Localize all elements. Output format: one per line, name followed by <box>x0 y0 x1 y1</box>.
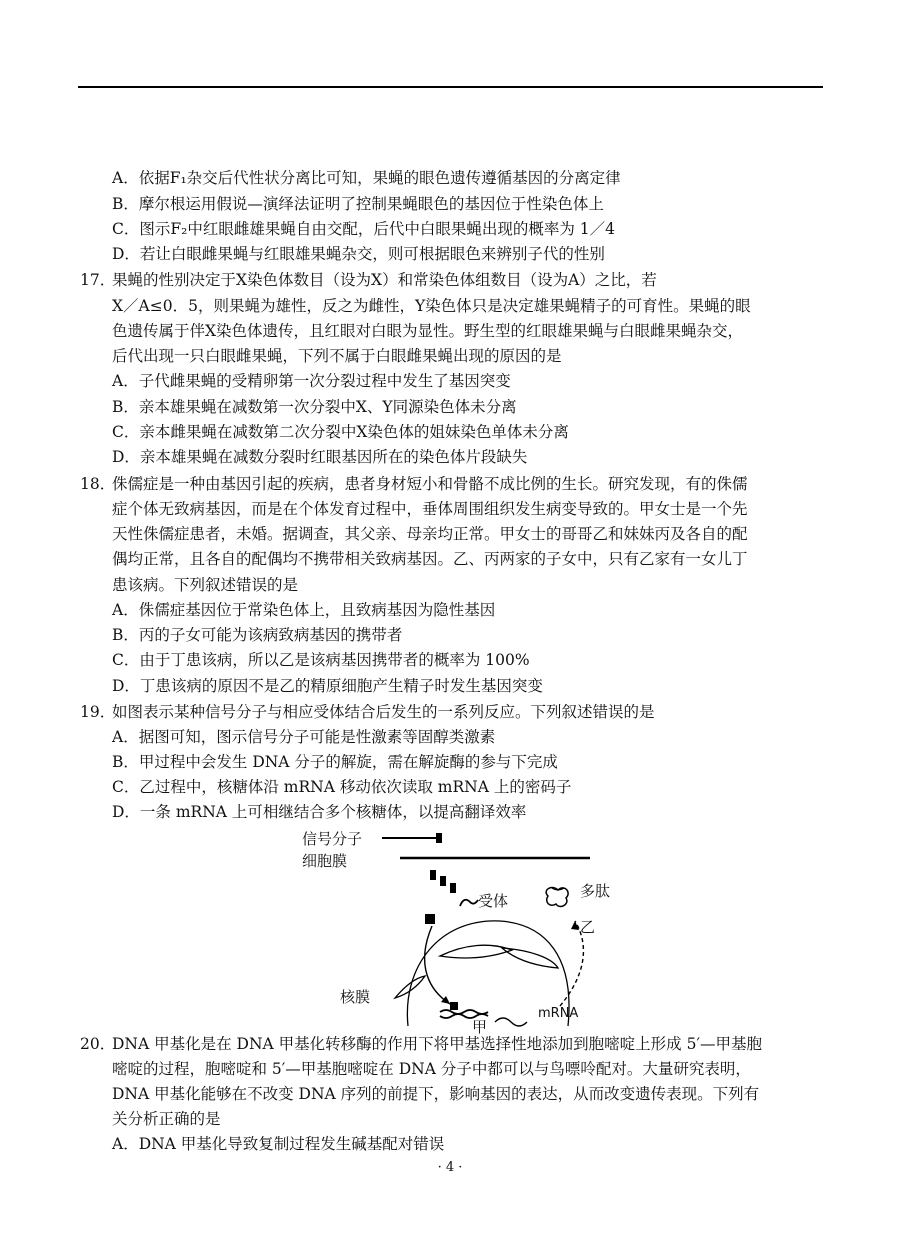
q18-option-b: B．丙的子女可能为该病致病基因的携带者 <box>112 626 403 644</box>
yi-label: 乙 <box>580 918 596 936</box>
q17-option-c: C．亲本雌果蝇在减数第二次分裂中X染色体的姐妹染色单体未分离 <box>112 423 569 441</box>
mrna-label: mRNA <box>538 1006 579 1021</box>
q17-stem-line4: 后代出现一只白眼雌果蝇，下列不属于白眼雌果蝇出现的原因的是 <box>112 347 562 365</box>
polypeptide-label: 多肽 <box>580 882 611 900</box>
q19-option-a: A．据图可知，图示信号分子可能是性激素等固醇类激素 <box>112 728 496 746</box>
q20-option-a: A．DNA 甲基化导致复制过程发生碱基配对错误 <box>112 1135 445 1153</box>
nuclear-membrane-left <box>440 945 512 958</box>
q17-number: 17． <box>80 271 116 289</box>
q18-option-d: D．丁患该病的原因不是乙的精原细胞产生精子时发生基因突变 <box>112 677 543 695</box>
nuclear-membrane-label: 核膜 <box>340 988 371 1006</box>
q18-option-a: A．侏儒症基因位于常染色体上，且致病基因为隐性基因 <box>112 601 496 619</box>
signal-in-cell-1 <box>430 870 436 880</box>
q19-option-c: C．乙过程中，核糖体沿 mRNA 移动依次读取 mRNA 上的密码子 <box>112 778 572 796</box>
dna-binding-mark <box>450 1002 458 1010</box>
q18-stem-line5: 患该病。下列叙述错误的是 <box>112 576 299 594</box>
page-number: · 4 · <box>437 1160 463 1175</box>
q17-option-d: D．亲本雄果蝇在减数分裂时红眼基因所在的染色体片段缺失 <box>112 448 528 466</box>
q20-stem-line4: 关分析正确的是 <box>112 1110 221 1128</box>
q20-number: 20． <box>80 1035 116 1053</box>
cell-membrane-label: 细胞膜 <box>302 852 348 870</box>
signal-molecule-label: 信号分子 <box>302 830 363 848</box>
q18-stem-line4: 偶均正常，且各自的配偶均不携带相关致病基因。乙、丙两家的子女中，只有乙家有一女儿丁 <box>112 550 748 568</box>
receptor-shape <box>460 900 478 906</box>
q16-option-d: D．若让白眼雌果蝇与红眼雄果蝇杂交，则可根据眼色来辨别子代的性别 <box>112 245 605 263</box>
mrna-strand <box>495 1018 527 1026</box>
q18-number: 18． <box>80 475 116 493</box>
signal-pathway-figure <box>290 826 620 1036</box>
q20-stem-line3: DNA 甲基化能够在不改变 DNA 序列的前提下，影响基因的表达，从而改变遗传表现。下列有 <box>112 1085 760 1103</box>
jia-label: 甲 <box>472 1018 488 1036</box>
q19-stem-line1: 如图表示某种信号分子与相应受体结合后发生的一系列反应。下列叙述错误的是 <box>112 703 655 721</box>
q18-option-c: C．由于丁患该病，所以乙是该病基因携带者的概率为 100% <box>112 651 530 669</box>
signal-in-cell-2 <box>440 876 446 886</box>
q20-stem-line1: DNA 甲基化是在 DNA 甲基化转移酶的作用下将甲基选择性地添加到胞嘧啶上形成 5′—甲基胞 <box>112 1035 762 1053</box>
q18-stem-line1: 侏儒症是一种由基因引起的疾病，患者身材短小和骨骼不成比例的生长。研究发现，有的侏儒 <box>112 475 748 493</box>
q16-option-b: B．摩尔根运用假说—演绎法证明了控制果蝇眼色的基因位于性染色体上 <box>112 195 604 213</box>
q17-stem-line2: X／A≤0．5，则果蝇为雄性，反之为雌性，Y染色体只是决定雄果蝇精子的可育性。果蝇的眼 <box>112 297 751 315</box>
q18-stem-line2: 症个体无致病基因，而是在个体发育过程中，垂体周围组织发生病变导致的。甲女士是一个先 <box>112 500 748 518</box>
q19-number: 19． <box>80 703 116 721</box>
q16-option-c: C．图示F₂中红眼雌雄果蝇自由交配，后代中白眼果蝇出现的概率为 1／4 <box>112 220 615 238</box>
signal-in-cell-3 <box>450 883 456 893</box>
q19-option-b: B．甲过程中会发生 DNA 分子的解旋，需在解旋酶的参与下完成 <box>112 753 558 771</box>
q17-stem-line3: 色遗传属于伴X染色体遗传，且红眼对白眼为显性。野生型的红眼雄果蝇与白眼雌果蝇杂交， <box>112 322 744 340</box>
path-arrow <box>425 926 450 1004</box>
complex-mark <box>425 914 435 924</box>
signal-molecule-mark <box>436 833 442 843</box>
q18-stem-line3: 天性侏儒症患者，未婚。据调查，其父亲、母亲均正常。甲女士的哥哥乙和妹妹丙及各自的配 <box>112 525 748 543</box>
q20-stem-line2: 嘧啶的过程，胞嘧啶和 5′—甲基胞嘧啶在 DNA 分子中都可以与鸟嘌呤配对。大量研究表明， <box>112 1060 751 1078</box>
q17-option-a: A．子代雌果蝇的受精卵第一次分裂过程中发生了基因突变 <box>112 372 511 390</box>
path-arrowhead <box>441 996 450 1004</box>
q16-option-a: A．依据F₁杂交后代性状分离比可知，果蝇的眼色遗传遵循基因的分离定律 <box>112 169 621 187</box>
q19-option-d: D．一条 mRNA 上可相继结合多个核糖体，以提高翻译效率 <box>112 803 527 821</box>
receptor-label: 受体 <box>478 892 509 910</box>
q17-stem-line1: 果蝇的性别决定于X染色体数目（设为X）和常染色体组数目（设为A）之比，若 <box>112 271 657 289</box>
header-rule <box>78 86 823 88</box>
q17-option-b: B．亲本雄果蝇在减数第一次分裂中X、Y同源染色体未分离 <box>112 398 517 416</box>
